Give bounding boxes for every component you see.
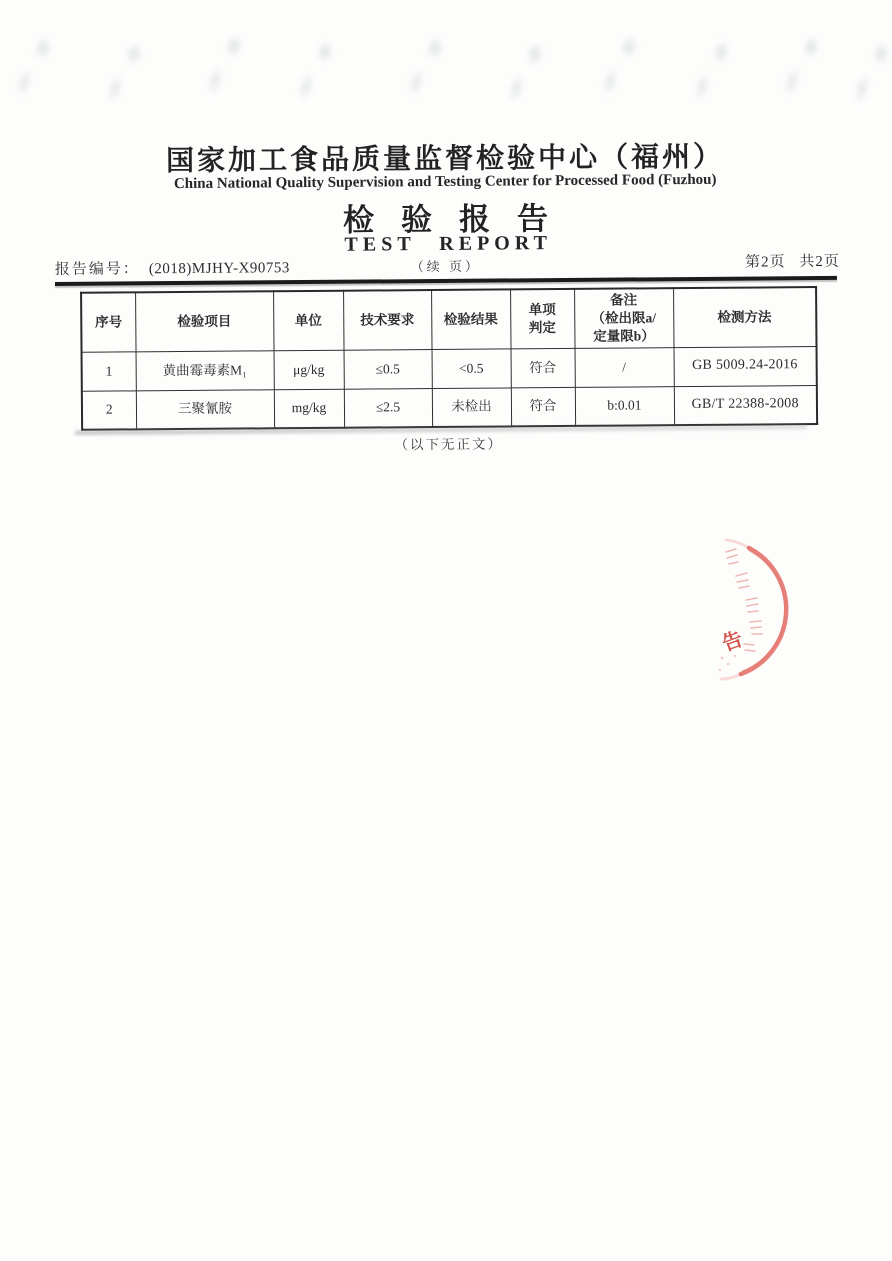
cell-result: <0.5 xyxy=(432,348,511,388)
column-header-method: 检测方法 xyxy=(673,287,816,347)
report-title-cn: 检验报告 xyxy=(342,200,576,238)
column-header-requirement: 技术要求 xyxy=(343,290,431,350)
cell-judgment: 符合 xyxy=(511,387,575,427)
continuation-note: （续 页） xyxy=(410,258,482,275)
cell-seq: 1 xyxy=(82,351,136,390)
cell-method: GB/T 22388-2008 xyxy=(674,385,817,425)
cell-seq: 2 xyxy=(82,390,136,429)
cell-remark: b:0.01 xyxy=(575,386,674,426)
report-title-en: TEST REPORT xyxy=(344,232,552,256)
cell-unit: μg/kg xyxy=(274,350,344,390)
end-of-text-note: （以下无正文） xyxy=(394,436,504,453)
report-no-value: (2018)MJHY-X90753 xyxy=(148,260,290,278)
column-header-remark: 备注 （检出限a/ 定量限b） xyxy=(574,288,673,348)
column-header-unit: 单位 xyxy=(273,291,343,351)
report-no-label: 报告编号： xyxy=(54,261,140,279)
page-indicator: 第2页 共2页 xyxy=(745,253,840,271)
cell-requirement: ≤0.5 xyxy=(344,349,432,389)
report-number-row xyxy=(55,256,290,279)
cell-unit: mg/kg xyxy=(274,389,344,429)
cell-method: GB 5009.24-2016 xyxy=(674,346,817,386)
test-results-table xyxy=(80,286,818,431)
column-header-result: 检验结果 xyxy=(431,289,510,349)
cell-judgment: 符合 xyxy=(511,348,575,388)
table-row xyxy=(82,346,817,391)
table-header-row xyxy=(81,287,816,352)
table-row xyxy=(82,385,817,430)
center-name-en: China National Quality Supervision and Testing Center for Processed Food (Fuzhou) xyxy=(173,171,717,193)
column-header-seq: 序号 xyxy=(81,292,135,351)
center-name-cn: 国家加工食品质量监督检验中心（福州） xyxy=(165,141,725,178)
column-header-item: 检验项目 xyxy=(135,291,273,351)
cell-item: 三聚氰胺 xyxy=(136,389,274,429)
cell-remark: / xyxy=(575,347,674,387)
cell-item: 黄曲霉毒素M₁ xyxy=(136,350,274,390)
red-seal-stamp xyxy=(700,528,815,698)
column-header-judgment: 单项 判定 xyxy=(510,289,574,349)
cell-result: 未检出 xyxy=(432,387,511,427)
cell-requirement: ≤2.5 xyxy=(344,388,432,428)
stamp-character: 告 xyxy=(719,628,746,656)
